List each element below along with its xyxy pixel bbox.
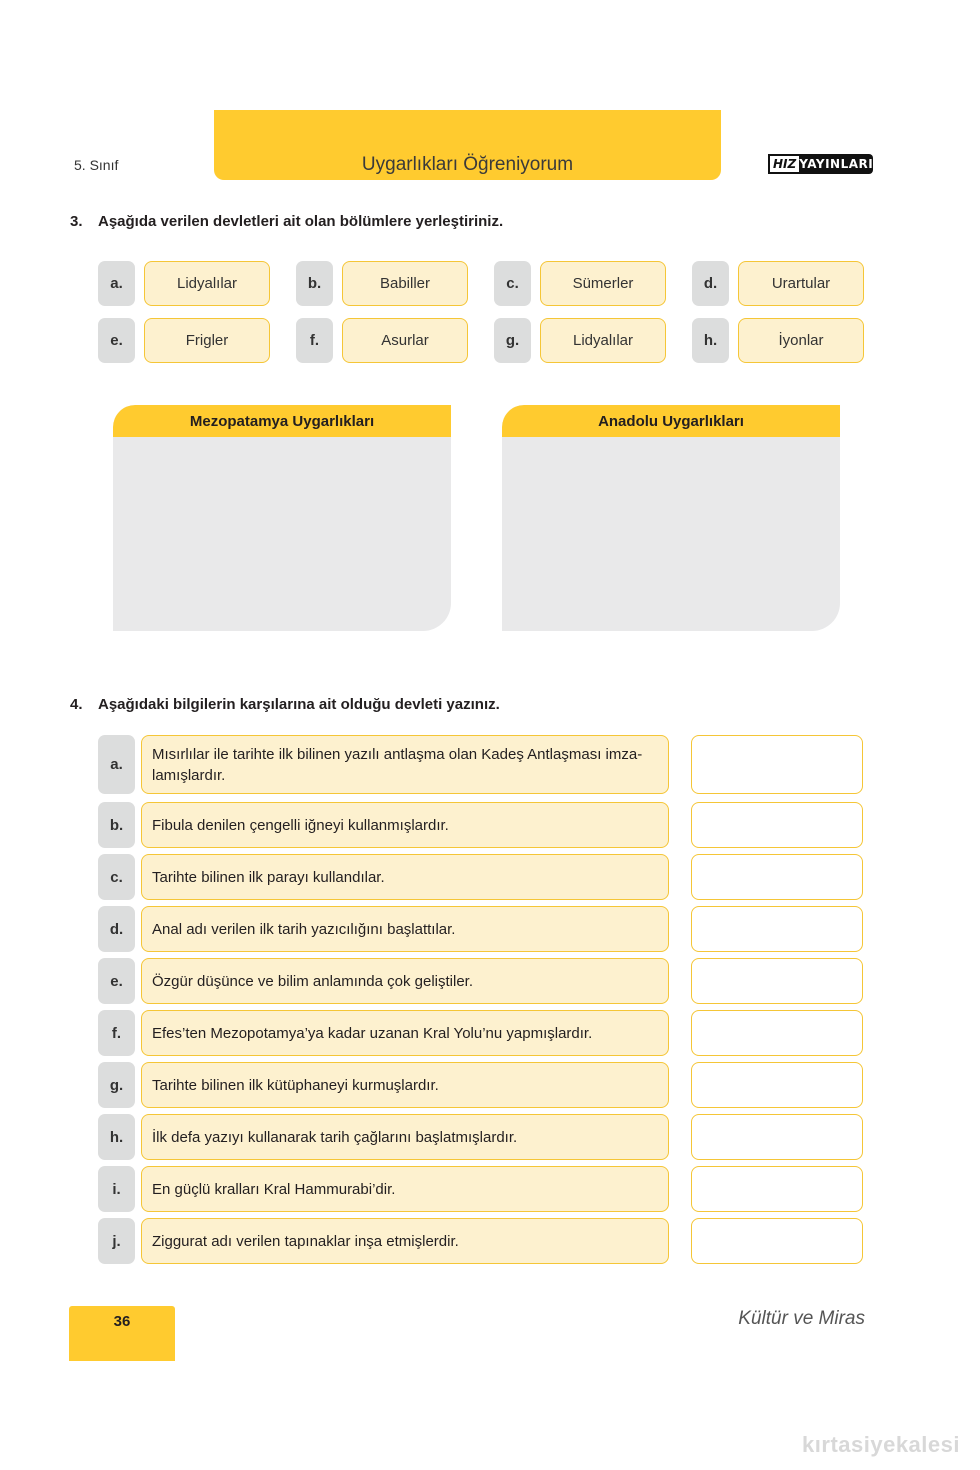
logo-part-2: YAYINLARI <box>799 154 873 174</box>
option-label: g. <box>494 318 531 363</box>
statement-text: Mısırlılar ile tarihte ilk bilinen yazılı antlaşma olan Kadeş Antlaşması imza-lamışlardır. <box>141 735 669 794</box>
option-label: a. <box>98 261 135 306</box>
page-number: 36 <box>113 1313 131 1330</box>
logo-part-1: HIZ <box>768 154 799 174</box>
answer-box[interactable] <box>691 1114 863 1160</box>
option-label: b. <box>296 261 333 306</box>
option-label: e. <box>98 318 135 363</box>
answer-box[interactable] <box>691 802 863 848</box>
question-3-title <box>70 213 503 230</box>
row-label: h. <box>98 1114 135 1160</box>
row-label: j. <box>98 1218 135 1264</box>
row-label: f. <box>98 1010 135 1056</box>
answer-box[interactable] <box>691 906 863 952</box>
answer-box[interactable] <box>691 1010 863 1056</box>
statement-text: İlk defa yazıyı kullanarak tarih çağlarını başlatmışlardır. <box>141 1114 669 1160</box>
question-3-text: Aşağıda verilen devletleri ait olan bölümlere yerleştiriniz. <box>98 213 504 230</box>
option-label: h. <box>692 318 729 363</box>
row-label: e. <box>98 958 135 1004</box>
statement-text: Anal adı verilen ilk tarih yazıcılığını başlattılar. <box>141 906 669 952</box>
section-name: Kültür ve Miras <box>738 1308 865 1329</box>
answer-box[interactable] <box>691 735 863 794</box>
category-header: Anadolu Uygarlıkları <box>502 405 840 437</box>
statement-text: Özgür düşünce ve bilim anlamında çok geliştiler. <box>141 958 669 1004</box>
row-label: a. <box>98 735 135 794</box>
category-header: Mezopatamya Uygarlıkları <box>113 405 451 437</box>
option-card[interactable]: Asurlar <box>342 318 468 363</box>
statement-text: En güçlü kralları Kral Hammurabi’dir. <box>141 1166 669 1212</box>
question-3-number: 3. <box>70 213 83 230</box>
option-card[interactable]: Lidyalılar <box>540 318 666 363</box>
question-4-title <box>70 696 500 713</box>
answer-box[interactable] <box>691 1166 863 1212</box>
answer-box[interactable] <box>691 958 863 1004</box>
option-card[interactable]: İyonlar <box>738 318 864 363</box>
row-label: b. <box>98 802 135 848</box>
statement-text: Fibula denilen çengelli iğneyi kullanmışlardır. <box>141 802 669 848</box>
watermark: kırtasiyekalesi <box>802 1432 960 1457</box>
option-label: f. <box>296 318 333 363</box>
statement-text: Tarihte bilinen ilk parayı kullandılar. <box>141 854 669 900</box>
answer-box[interactable] <box>691 1218 863 1264</box>
publisher-logo <box>768 154 874 174</box>
option-label: c. <box>494 261 531 306</box>
row-label: i. <box>98 1166 135 1212</box>
statement-text: Efes’ten Mezopotamya’ya kadar uzanan Kral Yolu’nu yapmışlardır. <box>141 1010 669 1056</box>
option-card[interactable]: Sümerler <box>540 261 666 306</box>
option-label: d. <box>692 261 729 306</box>
question-4-text: Aşağıdaki bilgilerin karşılarına ait olduğu devleti yazınız. <box>98 696 500 713</box>
row-label: c. <box>98 854 135 900</box>
page-title: Uygarlıkları Öğreniyorum <box>361 154 574 175</box>
grade-label: 5. Sınıf <box>74 157 119 173</box>
option-card[interactable]: Urartular <box>738 261 864 306</box>
question-4-number: 4. <box>70 696 83 713</box>
answer-box[interactable] <box>691 854 863 900</box>
statement-text: Tarihte bilinen ilk kütüphaneyi kurmuşlardır. <box>141 1062 669 1108</box>
answer-box[interactable] <box>691 1062 863 1108</box>
option-card[interactable]: Frigler <box>144 318 270 363</box>
category-box-mezopotamya[interactable] <box>113 405 451 631</box>
row-label: g. <box>98 1062 135 1108</box>
statement-text: Ziggurat adı verilen tapınaklar inşa etmişlerdir. <box>141 1218 669 1264</box>
row-label: d. <box>98 906 135 952</box>
option-card[interactable]: Lidyalılar <box>144 261 270 306</box>
category-box-anadolu[interactable] <box>502 405 840 631</box>
option-card[interactable]: Babiller <box>342 261 468 306</box>
